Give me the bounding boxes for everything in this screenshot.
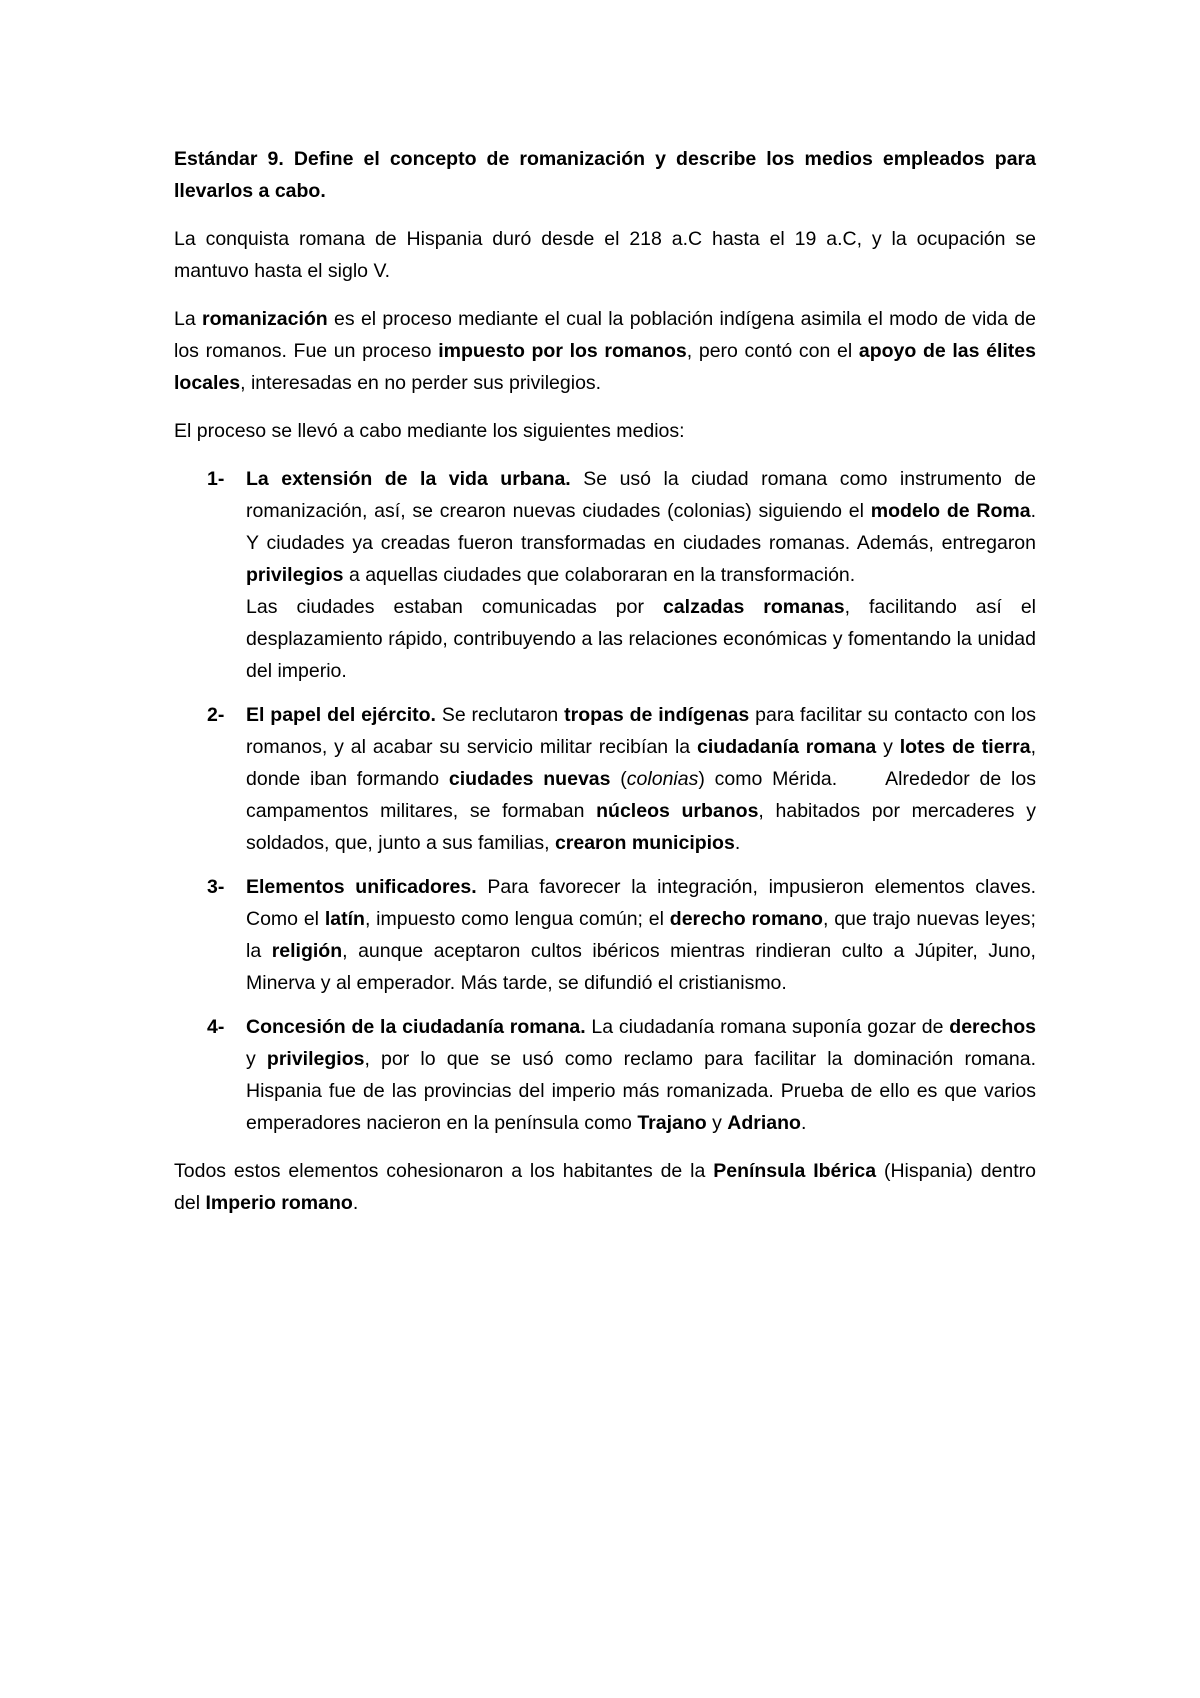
list-number: 2- [207, 704, 225, 726]
list-item-subparagraph: Las ciudades estaban comunicadas por calzadas romanas, facilitando así el desplazamiento rápido, contribuyendo a las relaciones económicas y fomentando la unidad del imperio. [246, 596, 1036, 682]
means-intro-paragraph: El proceso se llevó a cabo mediante los siguientes medios: [174, 420, 685, 442]
intro-paragraph: La conquista romana de Hispania duró desde el 218 a.C hasta el 19 a.C, y la ocupación se mantuvo hasta el siglo V. [174, 228, 1036, 282]
document-body [174, 143, 1042, 1235]
list-number: 1- [207, 468, 225, 490]
list-item-text: Elementos unificadores. Para favorecer la integración, impusieron elementos claves. Como el latín, impuesto como lengua común; el derecho romano, que trajo nuevas leyes; la religión, aunque aceptaron cultos ibéricos mientras rindieran culto a Júpiter, Juno, Minerva y al emperador. Más tarde, se difundió el cristianismo. [246, 876, 1036, 994]
list-number: 4- [207, 1016, 225, 1038]
term-romanizacion: romanización [202, 308, 328, 330]
list-item-text: Concesión de la ciudadanía romana. La ciudadanía romana suponía gozar de derechos y privilegios, por lo que se usó como reclamo para facilitar la dominación romana. Hispania fue de las provincias del imperio más romanizada. Prueba de ello es que varios emperadores nacieron en la península como Trajano y Adriano. [246, 1016, 1037, 1134]
item-title: Concesión de la ciudadanía romana. [246, 1016, 586, 1038]
conclusion-paragraph: Todos estos elementos cohesionaron a los habitantes de la Península Ibérica (Hispania) dentro del Imperio romano. [174, 1160, 1036, 1214]
list-item [174, 463, 1036, 687]
list-item [174, 699, 1042, 859]
list-item-text: El papel del ejército. Se reclutaron tropas de indígenas para facilitar su contacto con los romanos, y al acabar su servicio militar recibían la ciudadanía romana y lotes de tierra, donde iban formando ciudades nuevas (colonias) como Mérida. Alrededor de los campamentos militares, se formaban núcleos urbanos, habitados por mercaderes y soldados, que, junto a sus familias, crearon municipios. [246, 704, 1042, 854]
item-title: El papel del ejército. [246, 704, 436, 726]
list-number: 3- [207, 876, 225, 898]
term-impuesto: impuesto por los romanos [438, 340, 687, 362]
term-peninsula: Península Ibérica [713, 1160, 877, 1182]
means-list [174, 463, 1042, 1139]
term-apoyo-elites: apoyo de las élites locales [174, 340, 1036, 394]
item-title: La extensión de la vida urbana. [246, 468, 571, 490]
definition-paragraph: La romanización es el proceso mediante el cual la población indígena asimila el modo de vida de los romanos. Fue un proceso impuesto por los romanos, pero contó con el apoyo de las élites locales, interesadas en no perder sus privilegios. [174, 308, 1037, 394]
list-item-text: La extensión de la vida urbana. Se usó la ciudad romana como instrumento de romanización, así, se crearon nuevas ciudades (colonias) siguiendo el modelo de Roma. Y ciudades ya creadas fueron transformadas en ciudades romanas. Además, entregaron privilegios a aquellas ciudades que colaboraran en la transformación. [246, 468, 1036, 586]
list-item [174, 871, 1036, 999]
standard-heading: Estándar 9. Define el concepto de romanización y describe los medios empleados para llevarlos a cabo. [174, 148, 1036, 202]
list-item [174, 1011, 1036, 1139]
term-imperio: Imperio romano [205, 1192, 353, 1214]
item-title: Elementos unificadores. [246, 876, 477, 898]
